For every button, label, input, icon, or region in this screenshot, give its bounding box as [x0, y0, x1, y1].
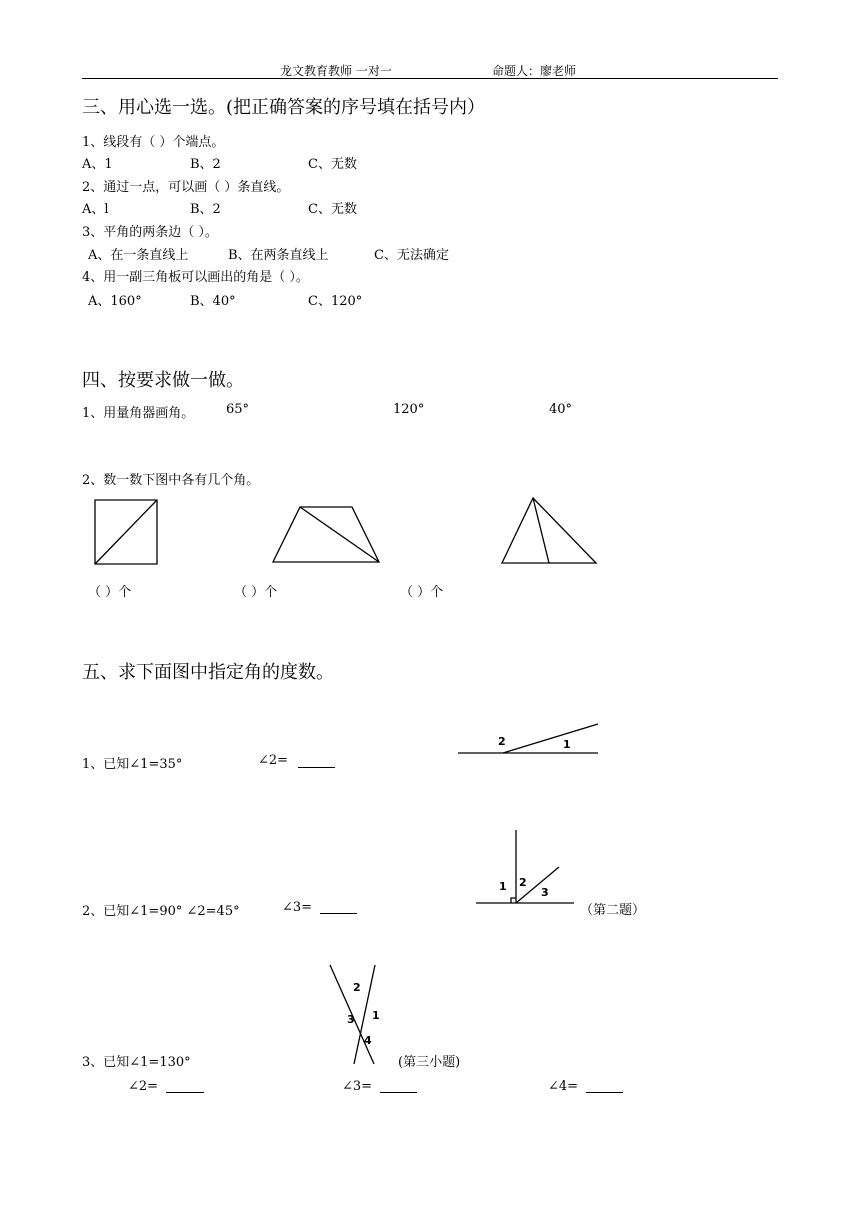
s3-q4-stem: 4、用一副三角板可以画出的角是（ ）。: [82, 270, 309, 285]
s4-q2-answer-3: （ ）个: [400, 585, 444, 600]
s5-q3-ask-2: ∠2=: [128, 1079, 159, 1094]
s4-q2-answer-2: （ ）个: [234, 585, 278, 600]
angle-figure-q2: [476, 830, 576, 905]
s3-q2-opt-b: B、2: [190, 202, 221, 217]
s4-q2-answer-1: （ ）个: [88, 585, 132, 600]
q2-label-2: 2: [519, 876, 527, 889]
s5-q2-given: 2、已知∠1=90° ∠2=45°: [82, 904, 240, 919]
q1-label-2: 2: [498, 735, 506, 748]
square-diagonal: [95, 500, 157, 564]
trapezoid-diagonal: [300, 507, 379, 562]
q1-label-1: 1: [563, 738, 571, 751]
s3-q1-opt-a: A、1: [82, 157, 113, 172]
q3-label-3: 3: [347, 1013, 355, 1026]
s5-q2-ask: ∠3=: [282, 900, 313, 915]
s5-q3-answer-blank-2: [166, 1092, 204, 1093]
s3-q4-opt-b: B、40°: [190, 294, 236, 309]
triangle-inner-line: [533, 498, 549, 563]
s5-q3-caption: (第三小题): [398, 1055, 461, 1070]
s4-q1-angle-65: 65°: [226, 402, 250, 417]
s5-q3-answer-blank-3: [380, 1092, 417, 1093]
q1-ray: [503, 724, 598, 753]
s4-q1-text: 1、用量角器画角。: [82, 406, 195, 421]
s5-q2-caption: （第二题）: [580, 903, 646, 918]
triangle-outline: [502, 498, 596, 563]
triangle-with-line-figure: [502, 498, 598, 564]
section4-title: 四、按要求做一做。: [82, 370, 244, 391]
angle-figure-q1: [458, 722, 600, 756]
q2-right-angle-mark: [511, 898, 516, 903]
s5-q3-given: 3、已知∠1=130°: [82, 1055, 191, 1070]
s5-q1-given: 1、已知∠1=35°: [82, 757, 183, 772]
s4-q1-angle-40: 40°: [549, 402, 573, 417]
s3-q3-opt-a: A、在一条直线上: [88, 248, 189, 263]
s5-q2-answer-blank: [320, 913, 357, 914]
s3-q2-stem: 2、通过一点，可以画（ ）条直线。: [82, 180, 290, 195]
s3-q2-opt-a: A、l: [82, 202, 109, 217]
s5-q1-answer-blank: [298, 767, 335, 768]
s3-q1-stem: 1、线段有（ ）个端点。: [82, 135, 225, 150]
s3-q1-opt-c: C、无数: [308, 157, 357, 172]
square-with-diagonal-figure: [95, 500, 158, 565]
s3-q3-opt-c: C、无法确定: [374, 248, 449, 263]
s3-q3-opt-b: B、在两条直线上: [228, 248, 329, 263]
q2-label-3: 3: [541, 886, 549, 899]
trapezoid-with-diagonal-figure: [273, 507, 381, 564]
s4-q1-angle-120: 120°: [393, 402, 425, 417]
s5-q3-ask-3: ∠3=: [342, 1079, 373, 1094]
section5-title: 五、求下面图中指定角的度数。: [82, 662, 334, 683]
trapezoid-outline: [273, 507, 379, 562]
s5-q1-ask: ∠2=: [258, 753, 289, 768]
s3-q3-stem: 3、平角的两条边（ ）。: [82, 225, 218, 240]
q3-label-2: 2: [353, 981, 361, 994]
header-rule: [82, 78, 778, 79]
s3-q2-opt-c: C、无数: [308, 202, 357, 217]
header-right: 命题人：廖老师: [492, 64, 577, 78]
s5-q3-ask-4: ∠4=: [548, 1079, 579, 1094]
s3-q1-opt-b: B、2: [190, 157, 221, 172]
s4-q2-text: 2、数一数下图中各有几个角。: [82, 473, 260, 488]
header-left: 龙文教育教师 一对一: [280, 64, 392, 78]
q3-label-1: 1: [372, 1009, 380, 1022]
section3-title: 三、用心选一选。(把正确答案的序号填在括号内）: [82, 97, 486, 118]
s3-q4-opt-c: C、120°: [308, 294, 363, 309]
q2-label-1: 1: [499, 880, 507, 893]
s3-q4-opt-a: A、160°: [88, 294, 142, 309]
q3-label-4: 4: [364, 1034, 372, 1047]
s5-q3-answer-blank-4: [586, 1092, 623, 1093]
